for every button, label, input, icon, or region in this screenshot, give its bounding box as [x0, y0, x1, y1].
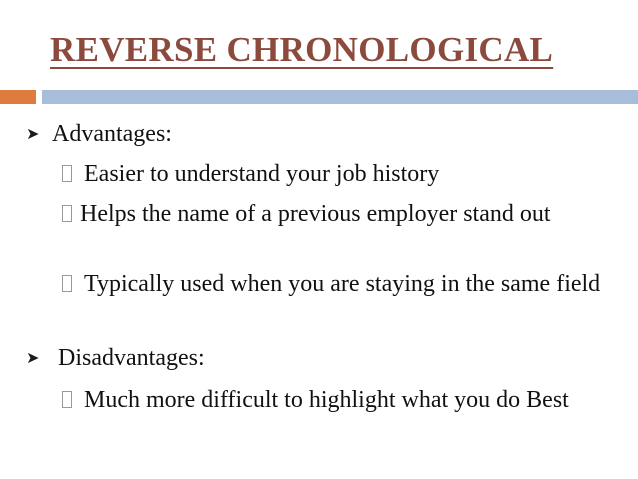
section-heading-advantages: [26, 118, 172, 151]
accent-bar-blue: [42, 90, 638, 104]
list-item-text: Much more difficult to highlight what you do Best: [84, 387, 569, 413]
accent-bar-orange: [0, 90, 36, 104]
square-bullet-icon: [62, 165, 72, 182]
section-heading-disadvantages: [26, 342, 205, 375]
list-item: [62, 158, 602, 191]
list-item-text: Typically used when you are staying in the same field: [84, 271, 601, 297]
list-item: [62, 384, 592, 417]
slide-title: REVERSE CHRONOLOGICAL: [50, 30, 554, 69]
section-heading-label: Advantages:: [52, 121, 172, 147]
list-item: [62, 198, 562, 231]
arrowhead-bullet-icon: ➤: [26, 350, 40, 367]
square-bullet-icon: [62, 391, 72, 408]
square-bullet-icon: [62, 275, 72, 292]
square-bullet-icon: [62, 205, 72, 222]
list-item: [62, 268, 602, 301]
list-item-text: Easier to understand your job history: [84, 161, 440, 187]
list-item-text: Helps the name of a previous employer stand out: [80, 201, 551, 227]
section-heading-label: Disadvantages:: [58, 345, 205, 371]
arrowhead-bullet-icon: ➤: [26, 126, 40, 143]
